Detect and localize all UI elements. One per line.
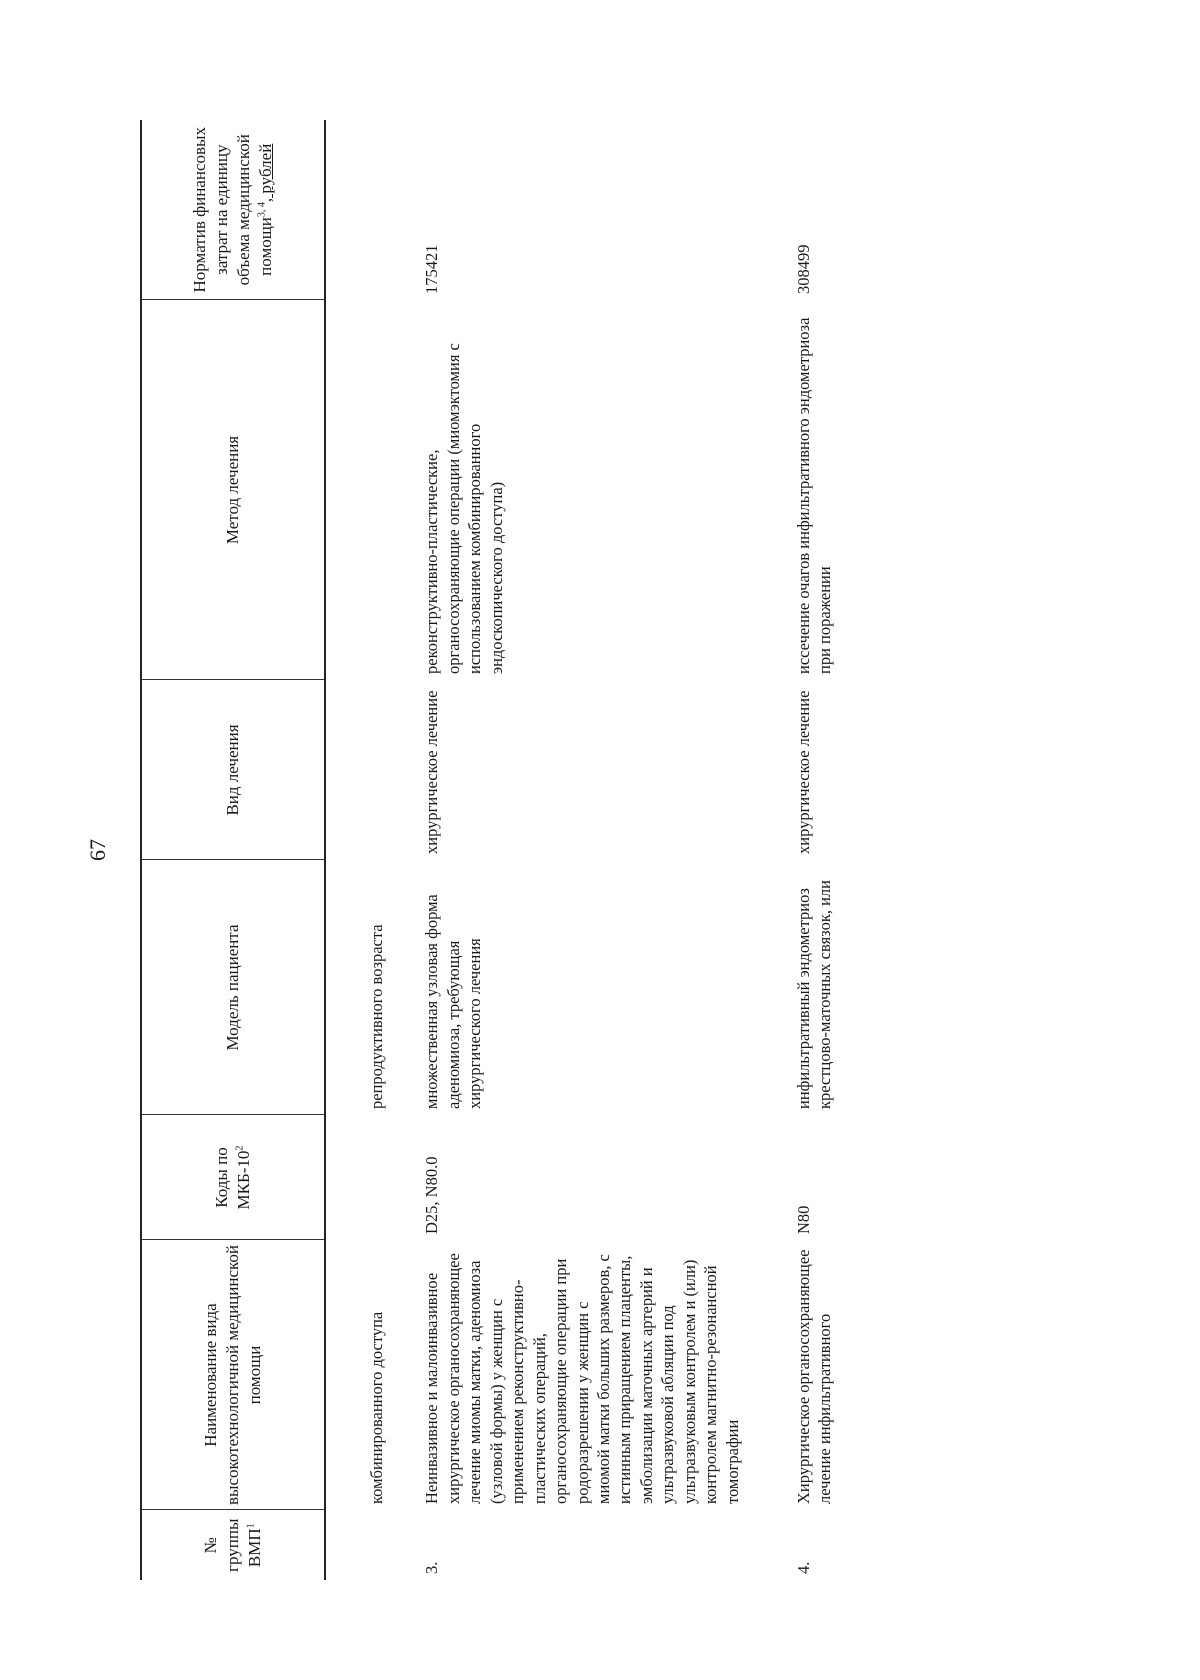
rotated-page [85, 120, 1200, 1580]
header-group-no: № группы ВМП$^1$ [141, 1510, 325, 1580]
header-name: Наименование вида высокотехнологичной медицинской помощи [141, 1240, 325, 1510]
header-icd-codes: Коды по МКБ-$10^2$ [141, 1115, 325, 1240]
cell-icd-codes [325, 1115, 411, 1240]
cell-group-no [325, 1510, 411, 1580]
cell-name: Хирургическое органосохраняющее лечение инфильтративного [794, 1249, 835, 1504]
table-row [411, 120, 783, 1580]
table-header [141, 120, 325, 1580]
header-norm-cost: Норматив финансовых затрат на единицу объема медицинской помощи$^{3, 4}$, рублей [141, 120, 325, 300]
cell-group-no: 4. [794, 1561, 813, 1574]
cell-name: Неинвазивное и малоинвазивное хирургическое органосохраняющее лечение миомы матки, аденомиоза (узловой формы) у женщин с применением реконструктивно-пластических операций, органосохраняющие операции при родоразрешении у женщин с миомой матки больших размеров, с истинным приращением плаценты, эмболизации маточных артерий и ультразвуковой абляции под ультразвуковым контролем и (или) контролем магнитно-резонансной томографии [422, 1253, 742, 1504]
header-patient-model: Модель пациента [141, 860, 325, 1115]
vmp-table [140, 120, 839, 1580]
cell-patient-model: инфильтративный эндометриоз крестцово-маточных связок, или [794, 880, 835, 1109]
cell-name: комбинированного доступа [367, 1311, 386, 1504]
page-number: 67 [85, 839, 110, 861]
cell-treatment-method: иссечение очагов инфильтративного эндометриоза при поражении [794, 317, 835, 674]
cell-treatment-method [325, 300, 411, 680]
cell-treatment-type: хирургическое лечение [794, 690, 813, 854]
header-treatment-type: Вид лечения [141, 680, 325, 860]
cell-treatment-type: хирургическое лечение [422, 690, 442, 854]
cell-norm-cost [325, 120, 411, 300]
table-row [783, 120, 839, 1580]
cell-patient-model: репродуктивного возраста [367, 924, 386, 1109]
cell-icd-codes: D25, N80.0 [422, 1156, 442, 1234]
cell-icd-codes: N80 [794, 1205, 813, 1234]
cell-norm-cost: 175421 [422, 244, 442, 294]
cell-patient-model: множественная узловая форма аденомиоза, требующая хирургического лечения [422, 894, 485, 1109]
cell-group-no: 3. [422, 1561, 442, 1574]
cell-treatment-type [325, 680, 411, 860]
table-row [325, 120, 411, 1580]
cell-norm-cost: 308499 [794, 244, 813, 294]
header-treatment-method: Метод лечения [141, 300, 325, 680]
cell-treatment-method: реконструктивно-пластические, органосохраняющие операции (миомэктомия с использованием комбинированного эндоскопического доступа) [422, 343, 506, 674]
